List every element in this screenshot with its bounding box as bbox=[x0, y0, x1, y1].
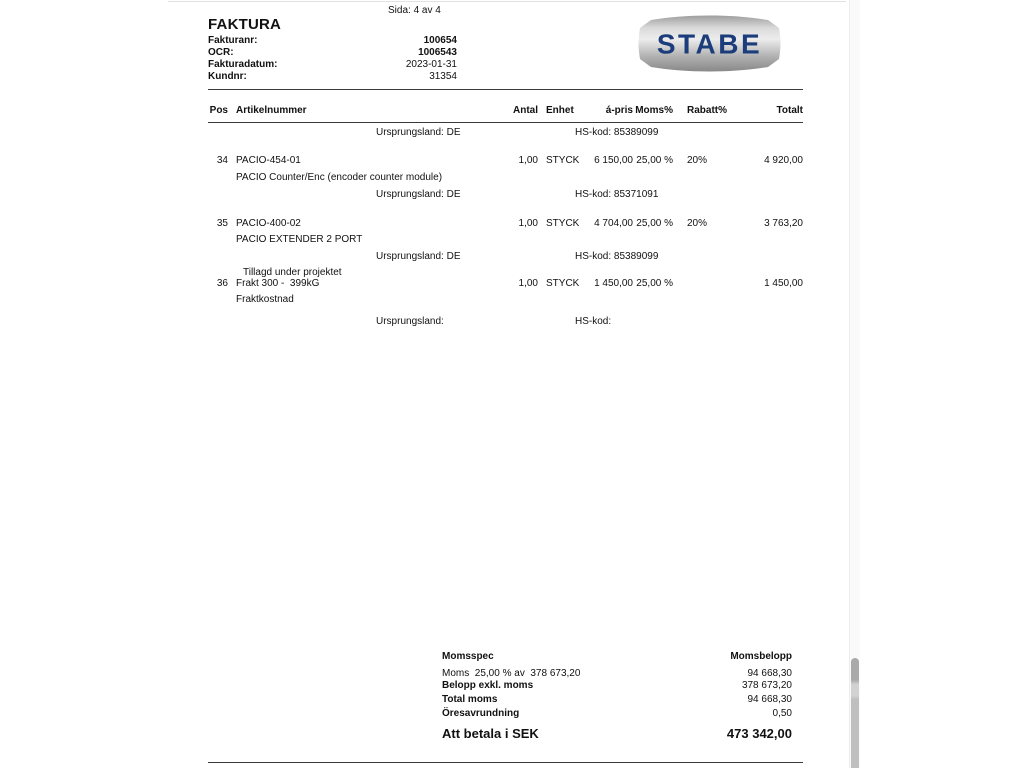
col-header-rabatt: Rabatt% bbox=[687, 105, 728, 116]
customer-number-label: Kundnr: bbox=[208, 71, 247, 82]
item-discount: 20% bbox=[687, 155, 708, 166]
item-description: PACIO Counter/Enc (encoder counter module) bbox=[236, 172, 443, 183]
origin-country: Ursprungsland: DE bbox=[376, 189, 461, 200]
invoice-number-value: 100654 bbox=[423, 35, 457, 46]
ocr-value: 1006543 bbox=[418, 47, 457, 58]
table-header-divider bbox=[208, 122, 803, 123]
item-unit: STYCK bbox=[546, 155, 580, 166]
amount-to-pay-value: 473 342,00 bbox=[726, 726, 792, 741]
footer-divider bbox=[208, 762, 803, 763]
item-quantity: 1,00 bbox=[518, 218, 538, 229]
stabe-logo bbox=[637, 15, 782, 72]
origin-country: Ursprungsland: bbox=[376, 316, 444, 327]
rounding-label: Öresavrundning bbox=[442, 708, 520, 719]
item-unit: STYCK bbox=[546, 278, 580, 289]
amount-excl-vat-value: 378 673,20 bbox=[741, 680, 792, 691]
amount-to-pay-label: Att betala i SEK bbox=[442, 726, 539, 741]
item-total: 3 763,20 bbox=[764, 218, 803, 229]
col-header-artikelnummer: Artikelnummer bbox=[236, 105, 307, 116]
item-total: 4 920,00 bbox=[764, 155, 803, 166]
item-description: Fraktkostnad bbox=[236, 294, 294, 305]
col-header-antal: Antal bbox=[513, 105, 538, 116]
origin-country: Ursprungsland: DE bbox=[376, 251, 461, 262]
page-indicator: Sida: 4 av 4 bbox=[388, 5, 441, 16]
item-vat: 25,00 % bbox=[636, 218, 673, 229]
total-vat-label: Total moms bbox=[442, 694, 498, 705]
amount-excl-vat-label: Belopp exkl. moms bbox=[442, 680, 534, 691]
total-vat-value: 94 668,30 bbox=[747, 694, 792, 705]
customer-number-value: 31354 bbox=[429, 71, 457, 82]
item-article-number: PACIO-454-01 bbox=[236, 155, 301, 166]
item-pos: 35 bbox=[216, 218, 228, 229]
page-top-border bbox=[168, 1, 846, 2]
scrollbar-thumb[interactable] bbox=[851, 658, 859, 768]
item-pos: 34 bbox=[216, 155, 228, 166]
vat-rate-line-value: 94 668,30 bbox=[747, 668, 792, 679]
item-quantity: 1,00 bbox=[518, 155, 538, 166]
vat-spec-header: Momsspec bbox=[442, 651, 494, 662]
vat-amount-header: Momsbelopp bbox=[730, 651, 792, 662]
hs-code: HS-kod: 85371091 bbox=[575, 189, 659, 200]
item-description: PACIO EXTENDER 2 PORT bbox=[236, 234, 363, 245]
col-header-pos: Pos bbox=[209, 105, 228, 116]
hs-code-carryover: HS-kod: 85389099 bbox=[575, 127, 659, 138]
item-project-note: Tillagd under projektet bbox=[243, 267, 342, 278]
col-header-enhet: Enhet bbox=[546, 105, 574, 116]
vat-rate-line-label: Moms 25,00 % av 378 673,20 bbox=[442, 668, 581, 679]
invoice-date-label: Fakturadatum: bbox=[208, 59, 278, 70]
col-header-totalt: Totalt bbox=[776, 105, 803, 116]
logo-text: STABE bbox=[656, 28, 763, 60]
col-header-moms: Moms% bbox=[635, 105, 673, 116]
origin-country-carryover: Ursprungsland: DE bbox=[376, 127, 461, 138]
item-discount: 20% bbox=[687, 218, 708, 229]
document-title: FAKTURA bbox=[208, 16, 282, 33]
item-quantity: 1,00 bbox=[518, 278, 538, 289]
header-divider bbox=[208, 89, 803, 90]
item-total: 1 450,00 bbox=[764, 278, 803, 289]
item-unit: STYCK bbox=[546, 218, 580, 229]
item-pos: 36 bbox=[216, 278, 228, 289]
col-header-apris: á-pris bbox=[605, 105, 633, 116]
item-unit-price: 1 450,00 bbox=[594, 278, 633, 289]
invoice-date-value: 2023-01-31 bbox=[405, 59, 457, 70]
item-unit-price: 6 150,00 bbox=[594, 155, 633, 166]
item-vat: 25,00 % bbox=[636, 278, 673, 289]
hs-code: HS-kod: 85389099 bbox=[575, 251, 659, 262]
scrollbar-track[interactable] bbox=[849, 0, 860, 768]
rounding-value: 0,50 bbox=[772, 708, 792, 719]
item-vat: 25,00 % bbox=[636, 155, 673, 166]
item-article-number: Frakt 300 - 399kG bbox=[236, 278, 320, 289]
hs-code: HS-kod: bbox=[575, 316, 612, 327]
item-unit-price: 4 704,00 bbox=[594, 218, 633, 229]
ocr-label: OCR: bbox=[208, 47, 234, 58]
invoice-number-label: Fakturanr: bbox=[208, 35, 258, 46]
item-article-number: PACIO-400-02 bbox=[236, 218, 301, 229]
